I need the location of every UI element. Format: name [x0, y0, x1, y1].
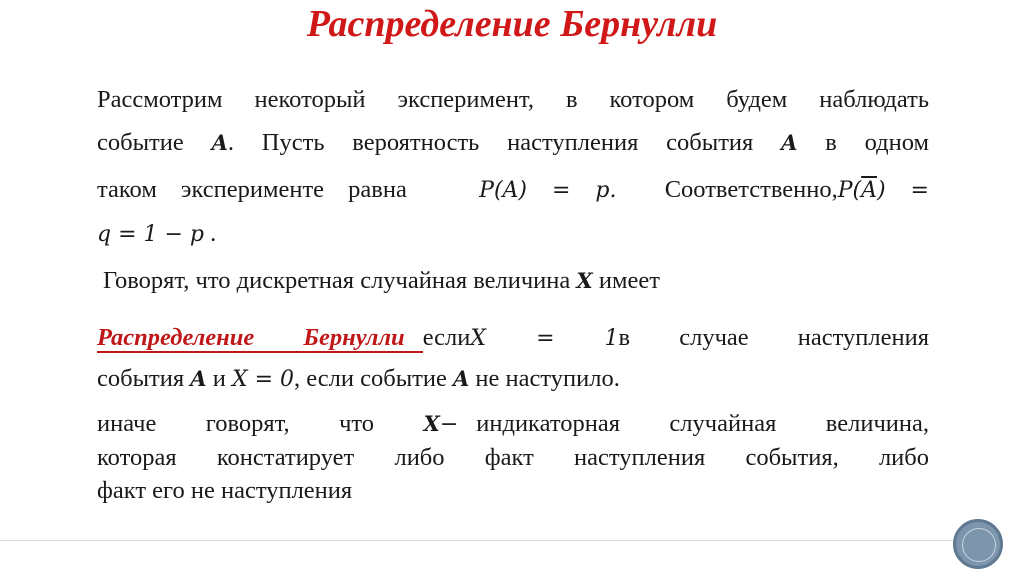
variable-X: X [576, 268, 593, 293]
formula-x0: X = 0 [231, 367, 295, 392]
formula-x1: X = 1 [470, 326, 619, 351]
formula-PA: P(A) = p. [479, 178, 617, 203]
paragraph-says: Говорят, что дискретная случайная величина X имеет [103, 267, 660, 294]
footer-divider [0, 540, 953, 541]
paragraph-experiment [97, 78, 929, 256]
complement-A: $\overline{A}$ [861, 178, 877, 203]
p1-line4: q = 1 − p . [97, 220, 217, 247]
p1-line3: таком эксперименте равна P(A) = p. $Соответственно,P(\overline{A})$ = [97, 176, 929, 203]
p1-line2: событие A. Пусть вероятность наступления события A в одном [97, 129, 929, 156]
paragraph-indicator: иначе говорят, что X− индикаторная случайная величина, которая констатирует либо факт наступления события, либо факт его не наступления [97, 410, 929, 504]
p1-line1: Рассмотрим некоторый эксперимент, в котором будем наблюдать [97, 86, 929, 113]
slide-nav-circle-icon[interactable] [953, 519, 1003, 569]
event-A: A [211, 130, 228, 155]
slide-title: Распределение Бернулли [306, 3, 718, 45]
term-bernoulli: Распределение Бернулли [97, 324, 423, 353]
paragraph-bernoulli: Распределение Бернулли еслиX = 1в случае наступления события A и X = 0, если событие A не наступило. [97, 324, 929, 392]
formula-q: q = 1 − p [97, 222, 205, 247]
event-A: A [781, 130, 798, 155]
